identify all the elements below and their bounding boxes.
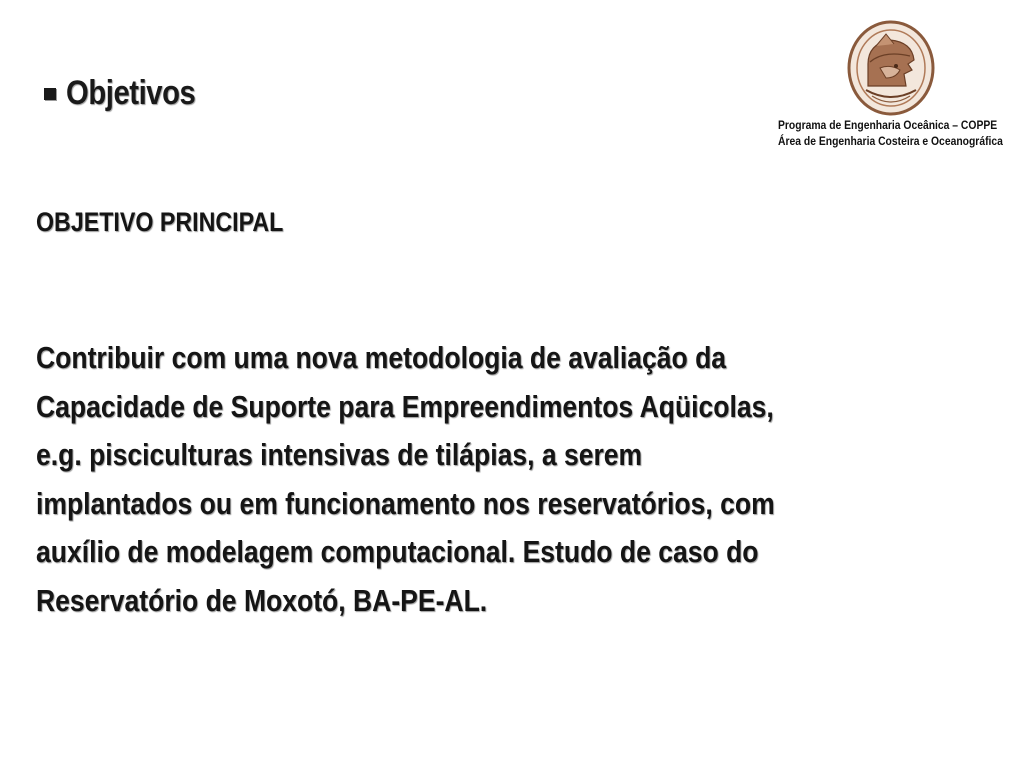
paragraph-line: Contribuir com uma nova metodologia de avaliação da: [36, 341, 727, 375]
affiliation-line-area: Área de Engenharia Costeira e Oceanográfica: [778, 136, 1003, 148]
paragraph-line: e.g. pisciculturas intensivas de tilápias, a serem: [36, 438, 643, 472]
objective-paragraph: [36, 334, 775, 625]
objective-heading: OBJETIVO PRINCIPAL: [36, 207, 284, 237]
square-bullet-icon: [44, 88, 56, 100]
institution-affiliation: [778, 118, 1003, 150]
paragraph-line: implantados ou em funcionamento nos reservatórios, com: [36, 486, 775, 521]
paragraph-line: Reservatório de Moxotó, BA-PE-AL.: [36, 583, 488, 618]
section-title: Objetivos: [66, 74, 196, 112]
paragraph-line: Capacidade de Suporte para Empreendimentos Aqüicolas,: [36, 389, 774, 424]
affiliation-line-program: Programa de Engenharia Oceânica – COPPE: [778, 120, 998, 132]
university-seal-icon: [846, 20, 936, 120]
paragraph-line: auxílio de modelagem computacional. Estudo de caso do: [36, 535, 759, 569]
seal-graphic: [846, 20, 936, 120]
section-heading: [44, 74, 216, 113]
